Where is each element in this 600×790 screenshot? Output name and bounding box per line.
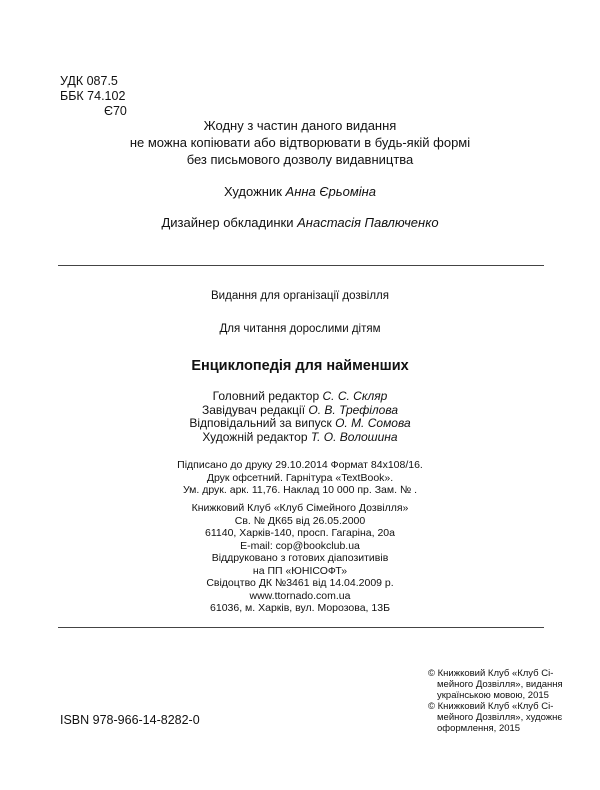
publisher-info [0, 502, 600, 552]
printer-info [0, 552, 600, 615]
reproduction-notice [0, 117, 600, 168]
publisher-line: E-mail: cop@bookclub.ua [240, 539, 360, 552]
cover-designer-name: Анастасія Павлюченко [297, 215, 439, 230]
classification-block [60, 74, 127, 119]
printer-line: Віддруковано з готових діапозитивів [211, 552, 389, 564]
cover-designer-credit [0, 215, 600, 230]
print-info-line: Друк офсетний. Гарнітура «TextBook». [206, 471, 394, 484]
editor-role: Художній редактор [202, 429, 308, 444]
notice-line: Жодну з частин даного видання [203, 118, 397, 133]
bottom-divider [58, 627, 544, 628]
editors-list [0, 390, 600, 444]
cover-designer-label: Дизайнер обкладинки [161, 215, 294, 230]
top-divider [58, 265, 544, 266]
print-info-line: Підписано до друку 29.10.2014 Формат 84x108/16. [177, 459, 423, 471]
notice-line: без письмового дозволу видавництва [186, 152, 414, 167]
copyright-line: українською мовою, 2015 [437, 690, 549, 701]
copyright-line: мейного Дозвілля», видання [437, 679, 563, 690]
editor-row [0, 431, 600, 445]
editor-name: О. В. Трефілова [308, 402, 399, 417]
notice-line: не можна копіювати або відтворювати в будь-якій формі [129, 135, 471, 150]
publisher-line: 61140, Харків-140, просп. Гагаріна, 20а [205, 527, 395, 539]
print-info-line: Ум. друк. арк. 11,76. Наклад 10 000 пр. Зам. № . [182, 484, 418, 496]
editor-row [0, 390, 600, 404]
editor-name: С. С. Скляр [322, 389, 388, 403]
print-info [0, 459, 600, 497]
copyright-entry [428, 701, 578, 734]
copyright-line: © Книжковий Клуб «Клуб Сі- [428, 668, 554, 679]
audience-note: Для читання дорослими дітям [219, 323, 381, 335]
editor-name: О. М. Сомова [335, 416, 411, 430]
publisher-line: Книжковий Клуб «Клуб Сімейного Дозвілля» [191, 502, 409, 514]
isbn: ISBN 978-966-14-8282-0 [60, 713, 200, 727]
copyright-entry [428, 668, 578, 701]
editor-role: Відповідальний за випуск [189, 416, 332, 430]
copyright-line: © Книжковий Клуб «Клуб Сі- [428, 701, 554, 712]
bbk-code: ББК 74.102 [60, 89, 126, 103]
printer-line: www.ttornado.com.ua [249, 589, 351, 602]
author-mark: Є70 [104, 104, 127, 118]
editor-row [0, 417, 600, 431]
copyright-line: мейного Дозвілля», художнє [437, 712, 563, 723]
editor-role: Завідувач редакції [201, 402, 306, 417]
editor-role: Головний редактор [212, 389, 320, 403]
editor-row [0, 404, 600, 418]
illustrator-label: Художник [223, 184, 282, 199]
illustrator-name: Анна Єрьоміна [285, 184, 377, 199]
book-title: Енциклопедія для найменших [191, 358, 409, 374]
udk-code: УДК 087.5 [60, 74, 118, 88]
printer-line: 61036, м. Харків, вул. Морозова, 13Б [210, 602, 390, 614]
editor-name: Т. О. Волошина [310, 429, 398, 444]
illustrator-credit [0, 184, 600, 199]
printer-line: Свідоцтво ДК №3461 від 14.04.2009 р. [206, 577, 394, 589]
copyright-line: оформлення, 2015 [437, 723, 521, 734]
edition-type: Видання для організації дозвілля [211, 290, 389, 302]
publisher-line: Св. № ДК65 від 26.05.2000 [234, 514, 366, 527]
printer-line: на ПП «ЮНІСОФТ» [252, 564, 348, 577]
copyright-block [428, 668, 578, 734]
